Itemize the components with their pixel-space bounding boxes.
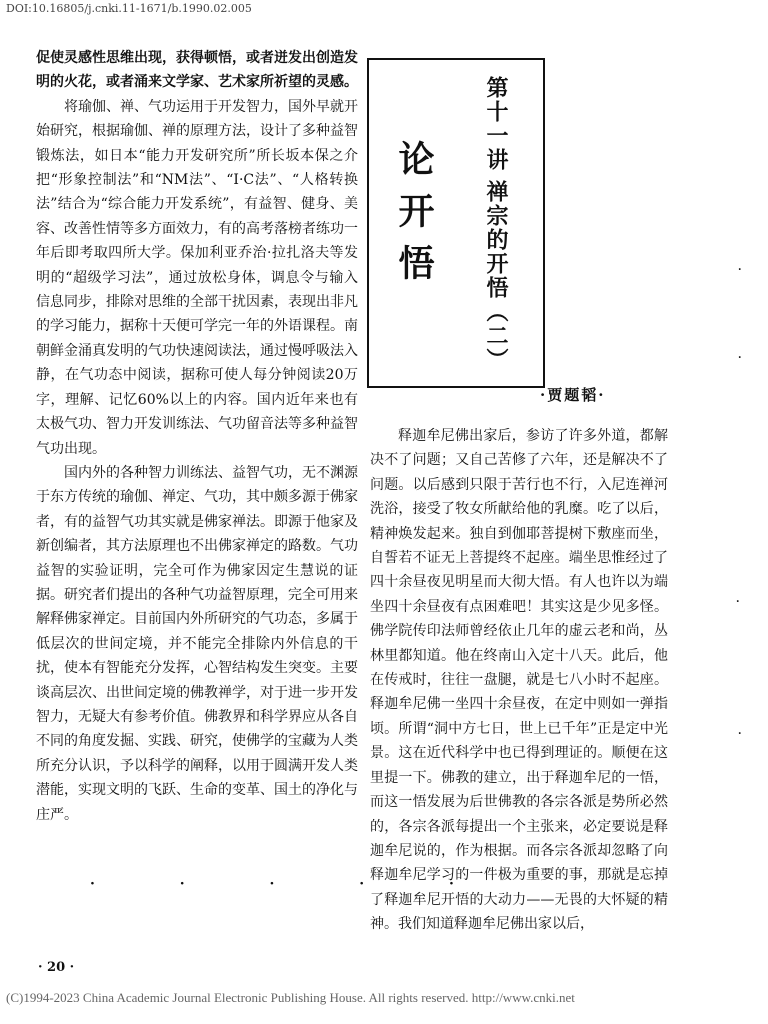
left-paragraph-3: 国内外的各种智力训练法、益智气功，无不渊源于东方传统的瑜伽、禅定、气功，其中颇多源于佛家者，有的益智气功其实就是佛家禅法。即源于他家及新创编者，其方法原理也不出佛家禅定的路数。气功益智的实验证明，完全可作为佛家因定生慧说的证据。研究者们提出的各种气功益智原理，完全可用来解释佛家禅定。目前国内外所研究的气功态，多属于低层次的世间定境，并不能完全排除内外信息的干扰，使本有智能充分发挥，心智结构发生突变。主要谈高层次、出世间定境的佛教禅学，对于进一步开发智力，无疑大有参考价值。佛教界和科学界应从各自不同的角度发掘、实践、研究，使佛学的宝藏为人类所充分认识，予以科学的阐释，以用于圆满开发人类潜能，实现文明的飞跃、生命的变革、国土的净化与庄严。 [36,464,358,823]
margin-speck: . [738,350,742,361]
article-subtitle: 禅宗的开悟（二） [483,180,509,372]
section-end-mark: · · · · · [90,876,494,892]
copyright-footer: (C)1994-2023 China Academic Journal Electronic Publishing House. All rights reserved. http://www.cnki.net [6,990,575,1005]
left-column [36,46,358,827]
title-box [367,58,545,388]
margin-speck: . [738,262,742,273]
left-paragraph-2: 将瑜伽、禅、气功运用于开发智力，国外早就开始研究，根据瑜伽、禅的原理方法，设计了多种益智锻炼法，如日本“能力开发研究所”所长坂本保之介把“形象控制法”和“NM法”、“I·C法”、“人格转换法”结合为“综合能力开发系统”，有益智、健身、美容、改善性情等多方面效力，有的高考落榜者练功一年后即考取四所大学。保加利亚乔治·拉扎洛夫等发明的“超级学习法”，通过放松身体，调息令与输入信息同步，排除对思维的全部干扰因素，表现出非凡的学习能力，据称十天便可学完一年的外语课程。南朝鲜金涌真发明的气功快速阅读法，通过慢呼吸法入静，在气功态中阅读，据称可使人每分钟阅读20万字，理解、记忆60%以上的内容。国内近年来也有太极气功、智力开发训练法、气功留音法等多种益智气功出现。 [36,98,358,457]
margin-speck: . [736,594,740,605]
page-number: · 20 · [38,960,75,975]
lecture-number: 第十一讲 [483,76,509,172]
right-paragraph-1: 释迦牟尼佛出家后，参访了许多外道，都解决不了问题；又自己苦修了六年，还是解决不了问题。以后感到只限于苦行也不行，入尼连禅河洗浴，接受了牧女所献给他的乳糜。吃了以后，精神焕发起来。独自到伽耶菩提树下敷座而坐，自誓若不证无上菩提终不起座。端坐思惟经过了四十余昼夜见明星而大彻大悟。有人也许以为端坐四十余昼夜有点困难吧！其实这是少见多怪。佛学院传印法师曾经依止几年的虚云老和尚，丛林里都知道。他在终南山入定十八天。此后，他在传戒时，往往一盘腿，就是七八小时不起座。释迦牟尼佛一坐四十余昼夜，在定中则如一弹指顷。所谓“洞中方七日，世上已千年”正是定中光景。这在近代科学中也已得到理证的。顺便在这里提一下。佛教的建立，出于释迦牟尼的一悟，而这一悟发展为后世佛教的各宗各派是势所必然的，各宗各派每提出一个主张来，必定要说是释迦牟尼说的，作为根据。而各宗各派却忽略了向释迦牟尼学习的一件极为重要的事，那就是忘掉了释迦牟尼开悟的大动力——无畏的大怀疑的精神。我们知道释迦牟尼佛出家以后， [370,428,668,933]
right-column [370,424,668,937]
margin-speck: . [738,726,742,737]
left-paragraph-1: 促使灵感性思维出现，获得顿悟，或者迸发出创造发明的火花，或者涌来文学家、艺术家所祈望的灵感。 [36,50,358,91]
author-name: ·贾题韬· [540,386,606,404]
article-title: 论开悟 [393,140,435,296]
doi-header: DOI:10.16805/j.cnki.11-1671/b.1990.02.005 [6,2,252,15]
